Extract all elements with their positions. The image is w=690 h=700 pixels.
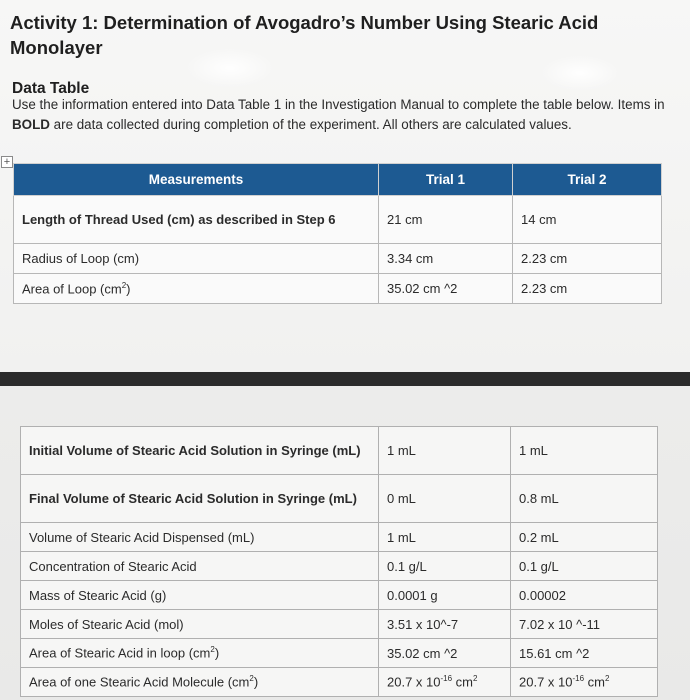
trial-1-cell[interactable]: 1 mL — [379, 523, 511, 552]
section-heading: Data Table — [12, 80, 90, 97]
table-row — [21, 552, 658, 581]
label-text: Area of Stearic Acid in loop (cm — [29, 645, 211, 661]
trial-1-cell[interactable]: 35.02 cm ^2 — [379, 274, 513, 304]
row-label: Initial Volume of Stearic Acid Solution in Syringe (mL) — [21, 427, 379, 475]
table-row — [14, 244, 662, 274]
screen-glare — [540, 55, 620, 91]
value-unit: cm — [584, 674, 606, 690]
value-exponent: -16 — [440, 674, 453, 684]
label-text: Area of one Stearic Acid Molecule (cm — [29, 674, 250, 690]
trial-2-cell[interactable]: 0.1 g/L — [511, 552, 658, 581]
label-end: ) — [126, 281, 131, 297]
value-text: 20.7 x 10 — [387, 674, 441, 690]
trial-2-cell[interactable]: 0.2 mL — [511, 523, 658, 552]
data-table-1 — [13, 163, 662, 304]
header-measurements: Measurements — [14, 164, 379, 196]
value-unit: cm — [452, 674, 474, 690]
label-end: ) — [253, 674, 259, 690]
table-row — [21, 581, 658, 610]
value-unit-sup: 2 — [473, 674, 478, 684]
table-row — [21, 639, 658, 668]
trial-1-cell[interactable]: 0 mL — [379, 475, 511, 523]
row-label — [14, 274, 379, 304]
trial-1-cell[interactable] — [379, 668, 511, 697]
data-table-2 — [20, 426, 658, 697]
row-label: Final Volume of Stearic Acid Solution in Syringe (mL) — [21, 475, 379, 523]
label-sup: 2 — [249, 674, 254, 684]
value-unit-sup: 2 — [605, 674, 610, 684]
trial-2-cell[interactable]: 1 mL — [511, 427, 658, 475]
table-header-row — [14, 164, 662, 196]
instructions-part: Use the information entered into Data Table 1 in the Investigation Manual to complete the table below. Items in — [12, 97, 665, 112]
trial-1-cell[interactable]: 21 cm — [379, 196, 513, 244]
page-title: Activity 1: Determination of Avogadro’s Number Using Stearic Acid Monolayer — [10, 12, 599, 58]
trial-1-cell[interactable]: 0.0001 g — [379, 581, 511, 610]
table-row — [21, 610, 658, 639]
instructions-text — [12, 95, 667, 135]
table-row — [21, 427, 658, 475]
trial-1-cell[interactable]: 1 mL — [379, 427, 511, 475]
row-label: Length of Thread Used (cm) as described in Step 6 — [14, 196, 379, 244]
trial-2-cell[interactable]: 14 cm — [513, 196, 662, 244]
label-text: Area of Loop (cm — [22, 281, 122, 297]
trial-1-cell[interactable]: 3.51 x 10^-7 — [379, 610, 511, 639]
instructions-part: are data collected during completion of the experiment. All others are calculated values. — [49, 117, 572, 132]
label-sup: 2 — [210, 645, 215, 655]
trial-2-cell[interactable] — [511, 668, 658, 697]
row-label: Radius of Loop (cm) — [14, 244, 379, 274]
row-label: Mass of Stearic Acid (g) — [21, 581, 379, 610]
table-move-handle[interactable]: + — [1, 156, 13, 168]
header-trial-1: Trial 1 — [379, 164, 513, 196]
row-label: Concentration of Stearic Acid — [21, 552, 379, 581]
table-row — [21, 475, 658, 523]
header-trial-2: Trial 2 — [513, 164, 662, 196]
trial-2-cell[interactable]: 7.02 x 10 ^-11 — [511, 610, 658, 639]
trial-2-cell[interactable]: 15.61 cm ^2 — [511, 639, 658, 668]
row-label — [21, 668, 379, 697]
trial-2-cell[interactable]: 0.8 mL — [511, 475, 658, 523]
trial-1-cell[interactable]: 35.02 cm ^2 — [379, 639, 511, 668]
trial-1-cell[interactable]: 0.1 g/L — [379, 552, 511, 581]
table-row — [14, 196, 662, 244]
instructions-bold: BOLD — [12, 117, 50, 132]
value-exponent: -16 — [572, 674, 585, 684]
table-row — [14, 274, 662, 304]
trial-2-cell[interactable]: 2.23 cm — [513, 244, 662, 274]
label-end: ) — [214, 645, 220, 661]
photo-divider — [0, 372, 690, 386]
label-sup: 2 — [121, 280, 127, 290]
value-text: 20.7 x 10 — [519, 674, 573, 690]
trial-1-cell[interactable]: 3.34 cm — [379, 244, 513, 274]
row-label: Volume of Stearic Acid Dispensed (mL) — [21, 523, 379, 552]
table-row — [21, 523, 658, 552]
row-label — [21, 639, 379, 668]
trial-2-cell[interactable]: 2.23 cm — [513, 274, 662, 304]
row-label: Moles of Stearic Acid (mol) — [21, 610, 379, 639]
table-row — [21, 668, 658, 697]
trial-2-cell[interactable]: 0.00002 — [511, 581, 658, 610]
